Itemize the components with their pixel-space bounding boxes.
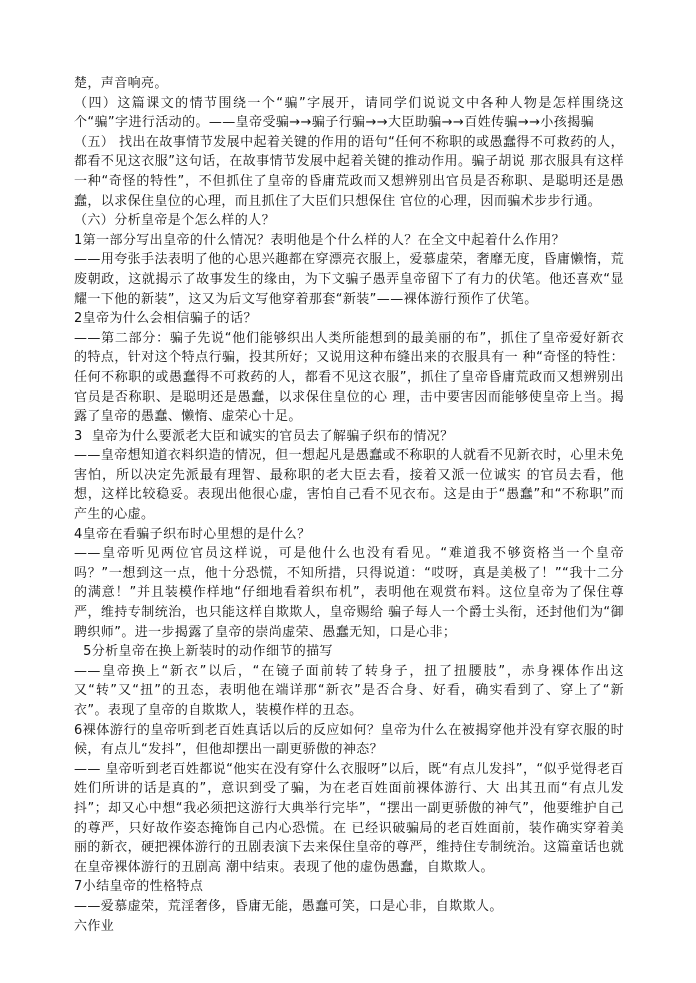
answer-5: ——皇帝换上“新衣”以后，“在镜子面前转了转身子，扭了扭腰肢”，赤身裸体作出这又“转”又“扭”的丑态，表明他在端详那“新衣”是否合身、好看，确实看到了、穿上了“新衣”。表现了皇帝的自欺欺人，装模作样的丑态。 [74, 663, 624, 718]
paragraph-continuation: 楚，声音响亮。 [74, 76, 168, 91]
question-5: 5分析皇帝在换上新装时的动作细节的描写 [74, 644, 333, 660]
answer-2: ——第二部分：骗子先说“他们能够织出人类所能想到的最美丽的布”，抓住了皇帝爱好新衣的特点，针对这个特点行骗，投其所好；又说用这种布缝出来的衣服具有一 种“奇怪的特性：任何不称职的或愚蠢得不可救药的人，都看不见这衣服”，抓住了皇帝昏庸荒政而又想辨别出官员是否称职、是聪明还是愚蠢，以求保住皇位的心 理，击中要害因而能够使皇帝上当。揭露了皇帝的愚蠢、懒惰、虚荣心十足。 [74, 330, 624, 425]
question-7: 7小结皇帝的性格特点 [74, 879, 204, 895]
answer-4: ——皇帝听见两位官员这样说，可是他什么也没有看见。“难道我不够资格当一个皇帝吗？”一想到这一点，他十分恐慌，不知所措，只得说道：“哎呀，真是美极了！”“我十二分的满意！”并且装模作样地“仔细地看着织布机”，表明他在观赏布料。这位皇帝为了保住尊严，维持专制统治，也只能这样自欺欺人，皇帝赐给 骗子每人一个爵士头衔，还封他们为“御聘织师”。进一步揭露了皇帝的崇尚虚荣、愚蠢无知，口是心非； [74, 546, 624, 640]
paragraph-section-five: （五） 找出在故事情节发展中起着关键的作用的语句“任何不称职的或愚蠢得不可救药的人，都看不见这衣服”这句话，在故事情节发展中起着关键的推动作用。骗子胡说 那衣服具有这样一种“奇怪的特性”，不但抓住了皇帝的昏庸荒政而又想辨别出官员是否称职、是聪明还是愚蠢，以求保住皇位的心理，而且抓住了大臣们只想保住 官位的心理，因而骗术步步行通。 [74, 134, 624, 209]
heading-section-six: （六）分析皇帝是个怎么样的人？ [74, 213, 276, 229]
paragraph-section-four: （四）这篇课文的情节围绕一个“骗”字展开，请同学们说说文中各种人物是怎样围绕这个“骗”字进行活动的。——皇帝受骗→→骗子行骗→→大臣助骗→→百姓传骗→→小孩揭骗 [74, 95, 624, 131]
question-2: 2皇帝为什么会相信骗子的话？ [74, 311, 257, 327]
question-6: 6裸体游行的皇帝听到老百姓真话以后的反应如何？皇帝为什么在被揭穿他并没有穿衣服的时候，有点儿“发抖”，但他却摆出一副更骄傲的神态？ [74, 722, 624, 758]
answer-6: —— 皇帝听到老百姓都说“他实在没有穿什么衣服呀”以后，既“有点儿发抖”，“似乎觉得老百姓们所讲的话是真的”，意识到受了骗，为在老百姓面前裸体游行、大 出其丑而“有点儿发抖”；却又心中想“我必须把这游行大典举行完毕”，“摆出一副更骄傲的神气”，他要维护自己的尊严，只好故作姿态掩饰自己内心恐慌。在 已经识破骗局的老百姓面前，装作确实穿着美丽的新衣，硬把裸体游行的丑剧表演下去来保住皇帝的尊严，维持住专制统治。这篇童话也就在皇帝裸体游行的丑剧高 潮中结束。表现了他的虚伪愚蠢，自欺欺人。 [74, 761, 624, 875]
answer-1: ——用夸张手法表明了他的心思兴趣都在穿漂亮衣服上，爱慕虚荣，奢靡无度，昏庸懒惰，荒废朝政，这就揭示了故事发生的缘由，为下文骗子愚弄皇帝留下了有力的伏笔。他还喜欢“显耀一下他的新装”，这又为后文写他穿着那套“新装”——裸体游行预作了伏笔。 [74, 252, 624, 307]
answer-7: ——爱慕虚荣，荒淫奢侈，昏庸无能，愚蠢可笑，口是心非，自欺欺人。 [74, 898, 503, 914]
question-1: 1第一部分写出皇帝的什么情况？表明他是个什么样的人？在全文中起着什么作用？ [74, 232, 566, 248]
answer-3: ——皇帝想知道衣料织造的情况，但一想起凡是愚蠢或不称职的人就看不见新衣时，心里未免害怕，所以决定先派最有理智、最称职的老大臣去看，接着又派一位诚实 的官员去看，他想，这样比较稳妥。表现出他很心虚，害怕自己看不见衣布。这是由于“愚蠢”和“不称职”而产生的心虚。 [74, 448, 624, 523]
heading-homework: 六作业 [74, 918, 115, 934]
question-3: 3 皇帝为什么要派老大臣和诚实的官员去了解骗子织布的情况？ [74, 428, 454, 444]
question-4: 4皇帝在看骗子织布时心里想的是什么？ [74, 526, 311, 542]
